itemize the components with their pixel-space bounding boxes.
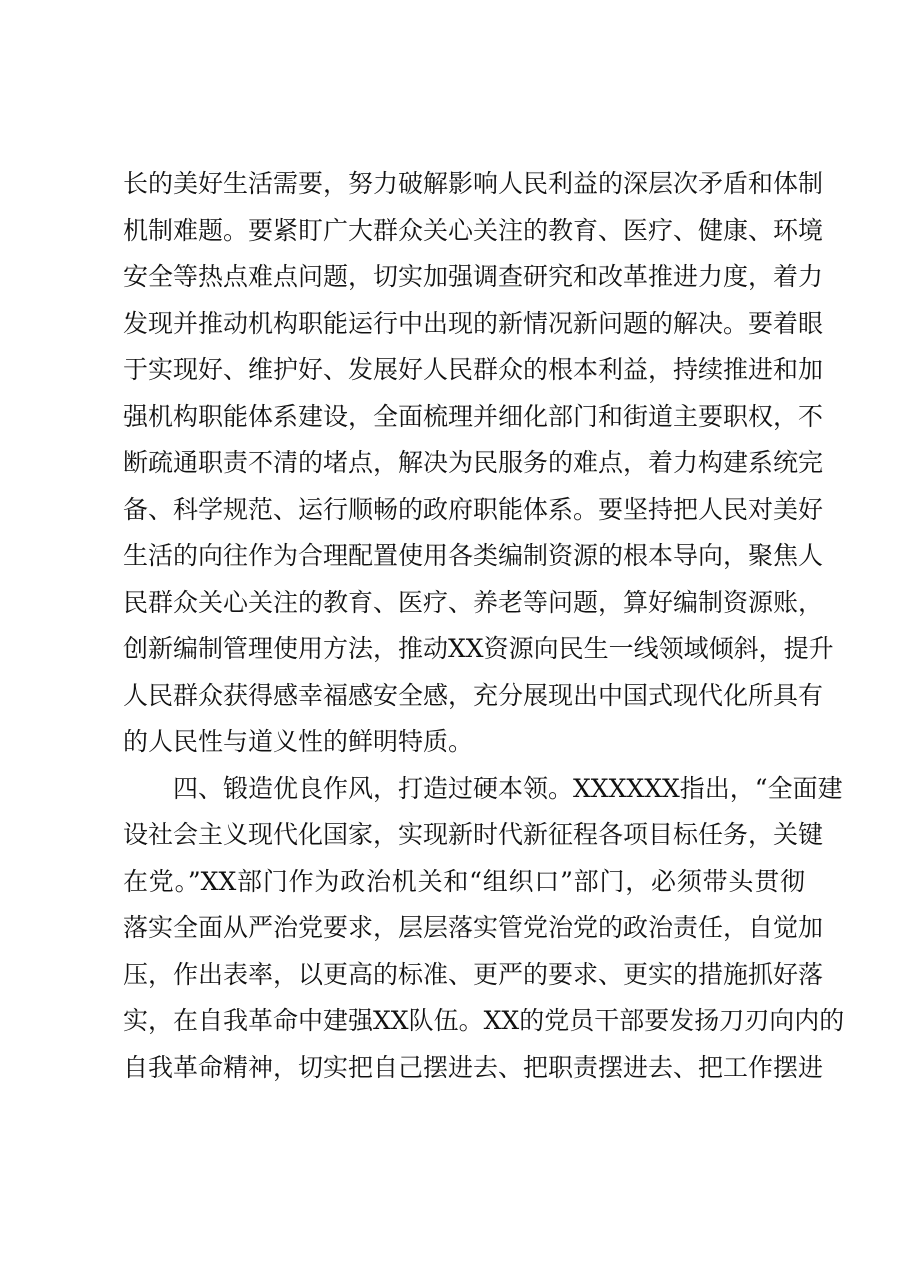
text-line: 实，在自我革命中建强XX队伍。XX的党员干部要发扬刀刃向内的: [123, 1006, 845, 1035]
text-line: 长的美好生活需要，努力破解影响人民利益的深层次矛盾和体制: [123, 169, 824, 198]
text-line: 在党。”XX部门作为政治机关和“组织口”部门，必须带头贯彻: [123, 866, 805, 896]
text-line: 于实现好、维护好、发展好人民群众的根本利益，持续推进和加: [123, 355, 824, 384]
text-line: 断疏通职责不清的堵点，解决为民服务的难点，着力构建系统完: [123, 448, 824, 477]
section-heading-line: 四、锻造优良作风，打造过硬本领。XXXXXX指出，“全面建: [173, 773, 843, 803]
text-line: 创新编制管理使用方法，推动XX资源向民生一线领域倾斜，提升: [123, 634, 834, 663]
text-line: 机制难题。要紧盯广大群众关心关注的教育、医疗、健康、环境: [123, 215, 824, 245]
text-line: 生活的向往作为合理配置使用各类编制资源的根本导向，聚焦人: [123, 541, 824, 570]
text-line: 强机构职能体系建设，全面梳理并细化部门和街道主要职权，不: [123, 401, 824, 431]
text-line: 备、科学规范、运行顺畅的政府职能体系。要坚持把人民对美好: [123, 494, 824, 524]
text-line: 人民群众获得感幸福感安全感，充分展现出中国式现代化所具有: [123, 680, 824, 710]
text-line: 安全等热点难点问题，切实加强调查研究和改革推进力度，着力: [123, 262, 824, 291]
text-line: 压，作出表率，以更高的标准、更严的要求、更实的措施抓好落: [123, 959, 824, 989]
text-line: 设社会主义现代化国家，实现新时代新征程各项目标任务，关键: [123, 820, 824, 849]
text-line: 自我革命精神，切实把自己摆进去、把职责摆进去、把工作摆进: [123, 1052, 824, 1082]
body-text: [123, 161, 845, 1091]
text-line: 民群众关心关注的教育、医疗、养老等问题，算好编制资源账，: [123, 587, 824, 617]
paragraph-end-line: 的人民性与道义性的鲜明特质。: [123, 727, 474, 756]
text-line: 落实全面从严治党要求，层层落实管党治党的政治责任，自觉加: [123, 913, 824, 942]
text-line: 发现并推动机构职能运行中出现的新情况新问题的解决。要着眼: [123, 308, 824, 338]
